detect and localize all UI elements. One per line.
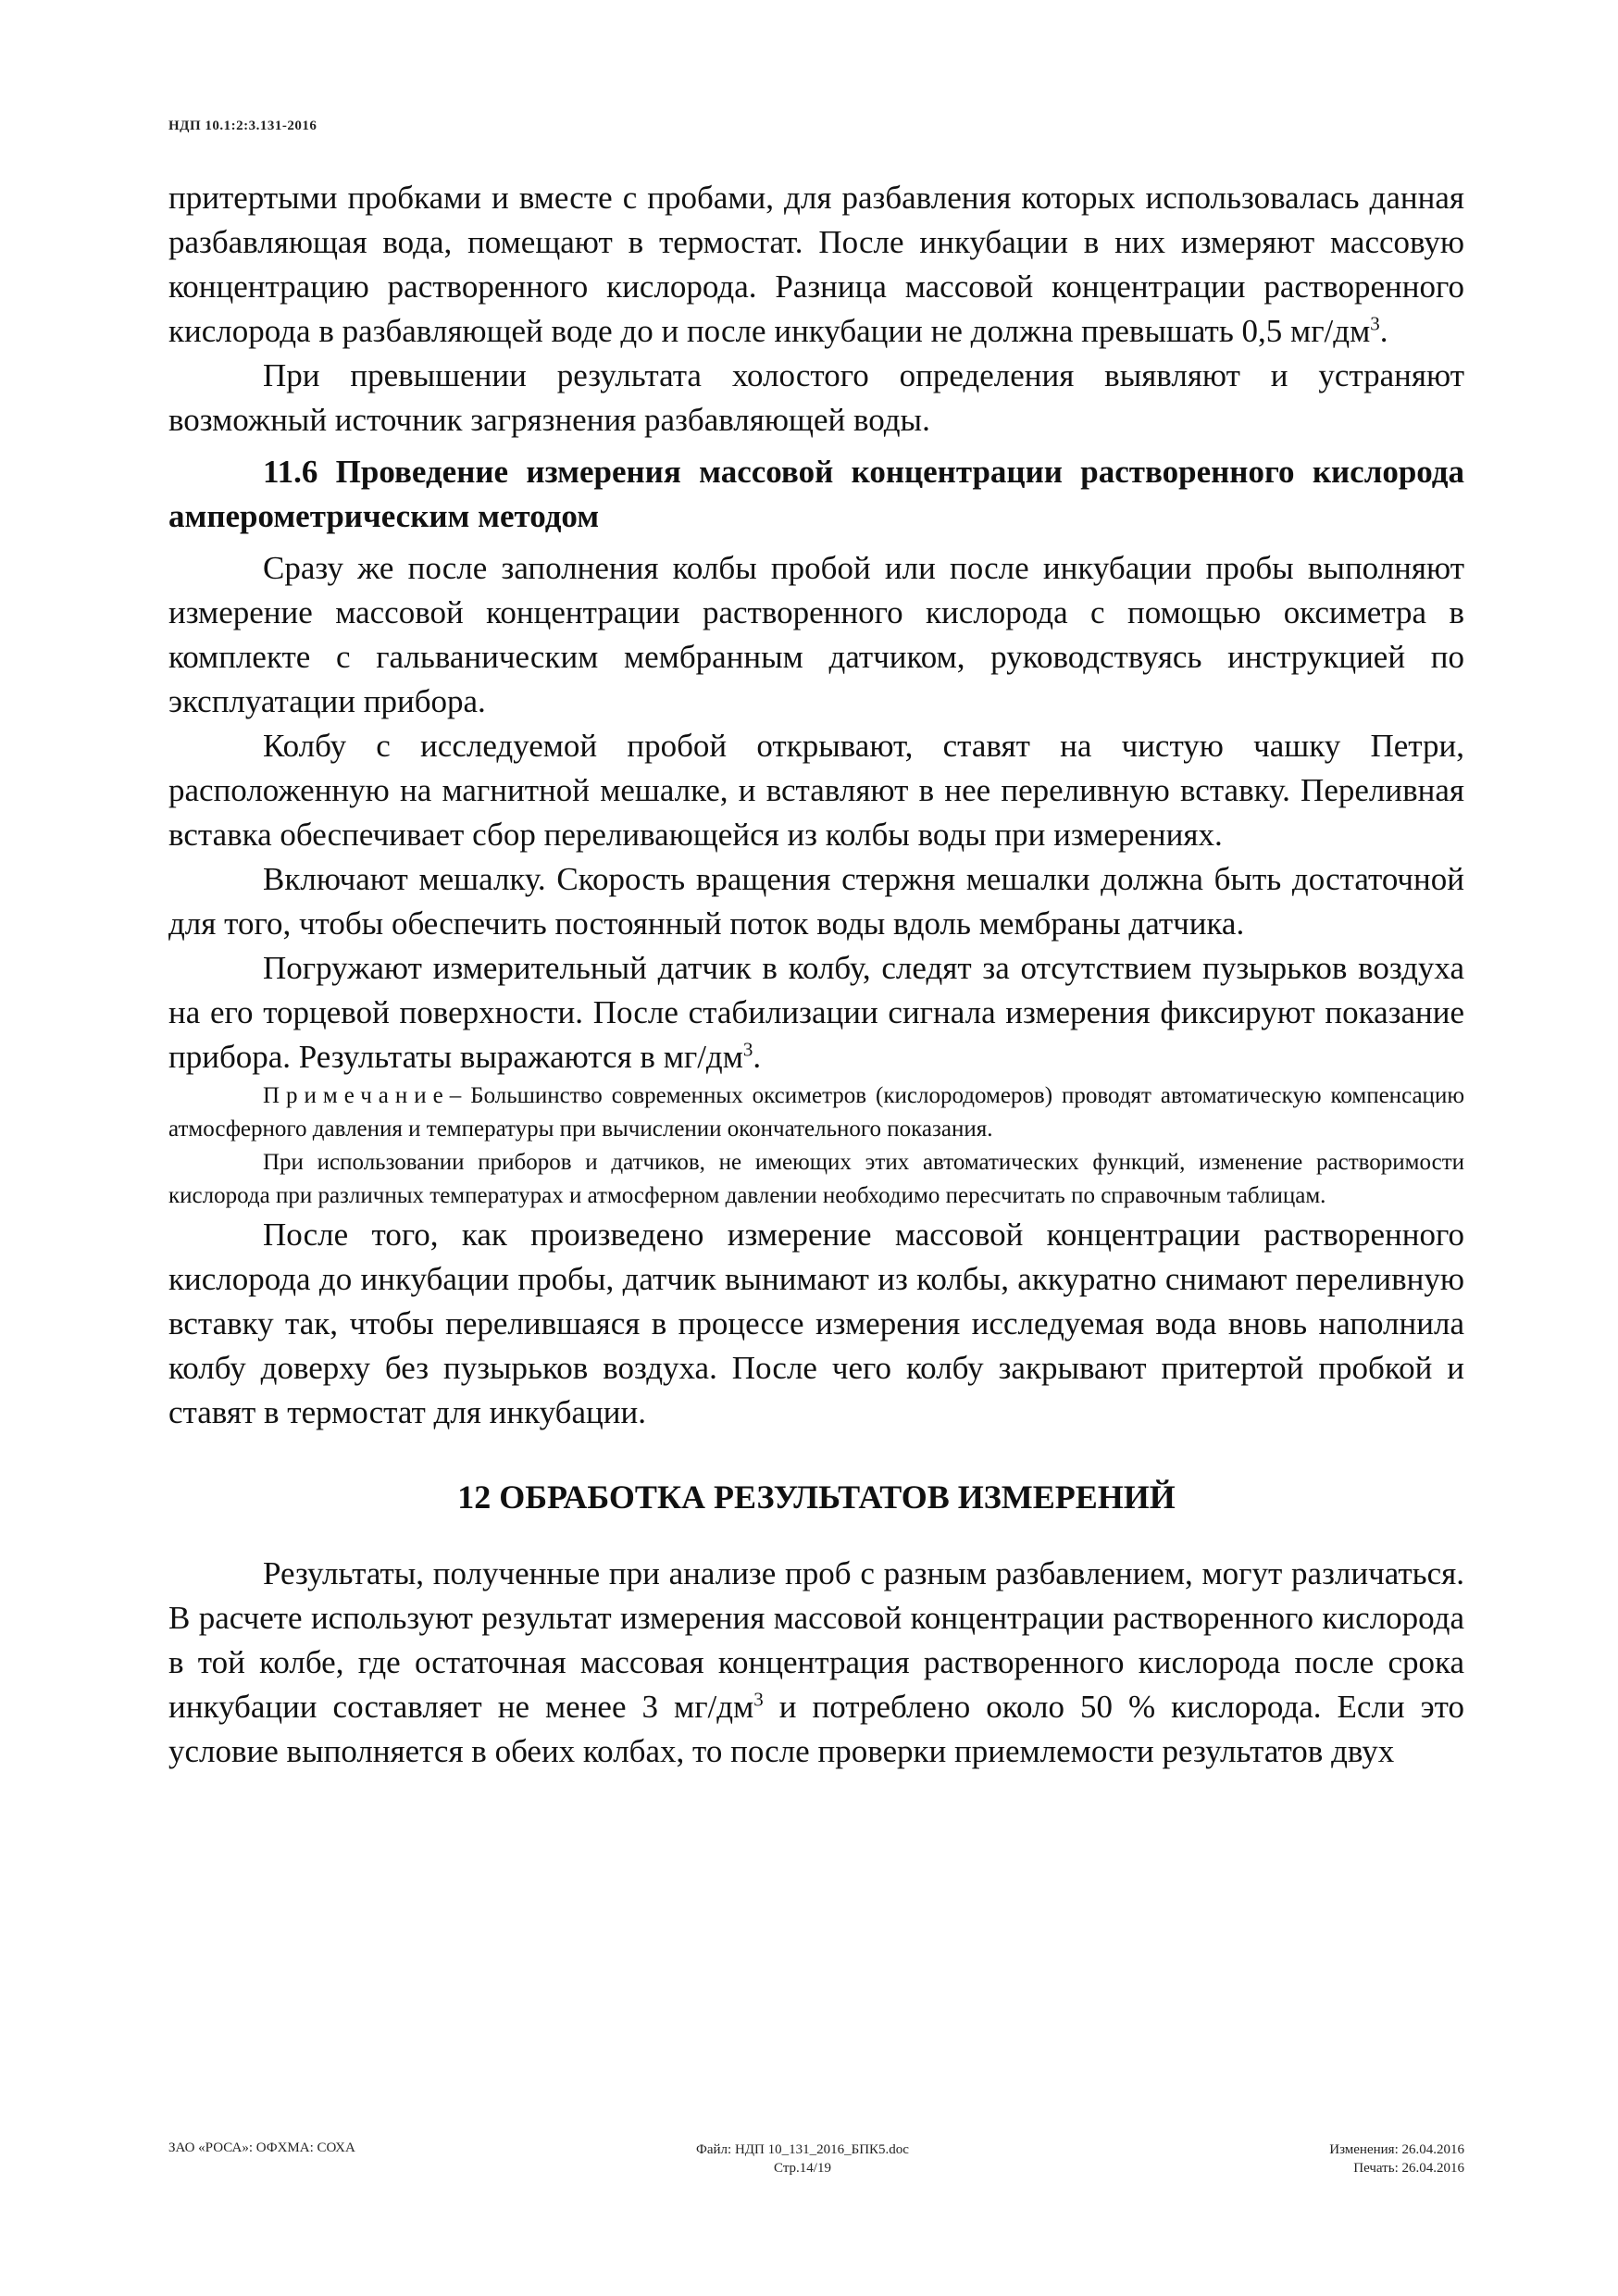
paragraph-6-text: Погружают измерительный датчик в колбу, следят за отсутствием пузырьков воздуха на его торцевой поверхности. После стабилизации сигнала измерения фиксируют показание прибора. Результаты выражаются в мг/дм <box>168 950 1464 1075</box>
page-footer <box>168 2140 1464 2196</box>
footer-printed: Печать: 26.04.2016 <box>1353 2161 1464 2176</box>
paragraph-8-text: Результаты, полученные при анализе проб с разным разбавлением, могут различаться. В расчете используют результат измерения массовой концентрации растворенного кислорода в той колбе, где остаточная массовая концентрация растворенного кислорода после срока инкубации составляет не менее 3 мг/дм <box>168 1555 1464 1725</box>
footer-file: Файл: НДП 10_131_2016_БПК5.doc <box>696 2142 909 2157</box>
paragraph-3: Сразу же после заполнения колбы пробой или после инкубации пробы выполняют измерение массовой концентрации растворенного кислорода с помощью оксиметра в комплекте с гальваническим мембранным датчиком, руководствуясь инструкцией по эксплуатации прибора. <box>168 550 1464 719</box>
superscript: 3 <box>742 1038 753 1061</box>
superscript: 3 <box>753 1688 764 1711</box>
footer-dates <box>1329 2140 1464 2177</box>
paragraph-1-tail: . <box>1379 313 1388 349</box>
paragraph-7: После того, как произведено измерение массовой концентрации растворенного кислорода до инкубации пробы, датчик вынимают из колбы, аккуратно снимают переливную вставку так, чтобы перелившаяся в процессе измерения исследуемая вода вновь наполнила колбу доверху без пузырьков воздуха. После чего колбу закрывают притертой пробкой и ставят в термостат для инкубации. <box>168 1217 1464 1430</box>
paragraph-6 <box>168 946 1464 1079</box>
footer-org: ЗАО «РОСА»: ОФХМА: СОХА <box>168 2140 355 2155</box>
note-1 <box>168 1079 1464 1146</box>
paragraph-4: Колбу с исследуемой пробой открывают, ставят на чистую чашку Петри, расположенную на магнитной мешалке, и вставляют в нее переливную вставку. Переливная вставка обеспечивает сбор переливающейся из колбы воды при измерениях. <box>168 728 1464 853</box>
footer-file-info <box>650 2140 955 2177</box>
page-content <box>168 176 1464 1774</box>
superscript: 3 <box>1370 312 1380 335</box>
subsection-heading-11-6: 11.6 Проведение измерения массовой концентрации растворенного кислорода амперометрическим методом <box>168 454 1464 534</box>
paragraph-2: При превышении результата холостого определения выявляют и устраняют возможный источник загрязнения разбавляющей воды. <box>168 357 1464 438</box>
note-2: При использовании приборов и датчиков, не имеющих этих автоматических функций, изменение растворимости кислорода при различных температурах и атмосферном давлении необходимо пересчитать по справочным таблицам. <box>168 1150 1464 1208</box>
paragraph-1-text: притертыми пробками и вместе с пробами, для разбавления которых использовалась данная разбавляющая вода, помещают в термостат. После инкубации в них измеряют массовую концентрацию растворенного кислорода. Разница массовой концентрации растворенного кислорода в разбавляющей воде до и после инкубации не должна превышать 0,5 мг/дм <box>168 180 1464 349</box>
paragraph-8-tail: и потреблено около 50 % кислорода. Если это условие выполняется в обеих колбах, то после проверки приемлемости результатов двух <box>168 1689 1464 1769</box>
document-code: НДП 10.1:2:3.131-2016 <box>168 119 317 133</box>
section-heading-12: 12 ОБРАБОТКА РЕЗУЛЬТАТОВ ИЗМЕРЕНИЙ <box>457 1479 1176 1516</box>
paragraph-5: Включают мешалку. Скорость вращения стержня мешалки должна быть достаточной для того, чтобы обеспечить постоянный поток воды вдоль мембраны датчика. <box>168 861 1464 942</box>
footer-page-number: Стр.14/19 <box>774 2161 831 2176</box>
note-label: Примечание <box>263 1083 450 1108</box>
note-1-text: – Большинство современных оксиметров (кислородомеров) проводят автоматическую компенсацию атмосферного давления и температуры при вычислении окончательного показания. <box>168 1083 1464 1142</box>
paragraph-8 <box>168 1552 1464 1774</box>
paragraph-1 <box>168 176 1464 354</box>
paragraph-6-tail: . <box>753 1039 762 1075</box>
footer-changed: Изменения: 26.04.2016 <box>1329 2142 1464 2157</box>
